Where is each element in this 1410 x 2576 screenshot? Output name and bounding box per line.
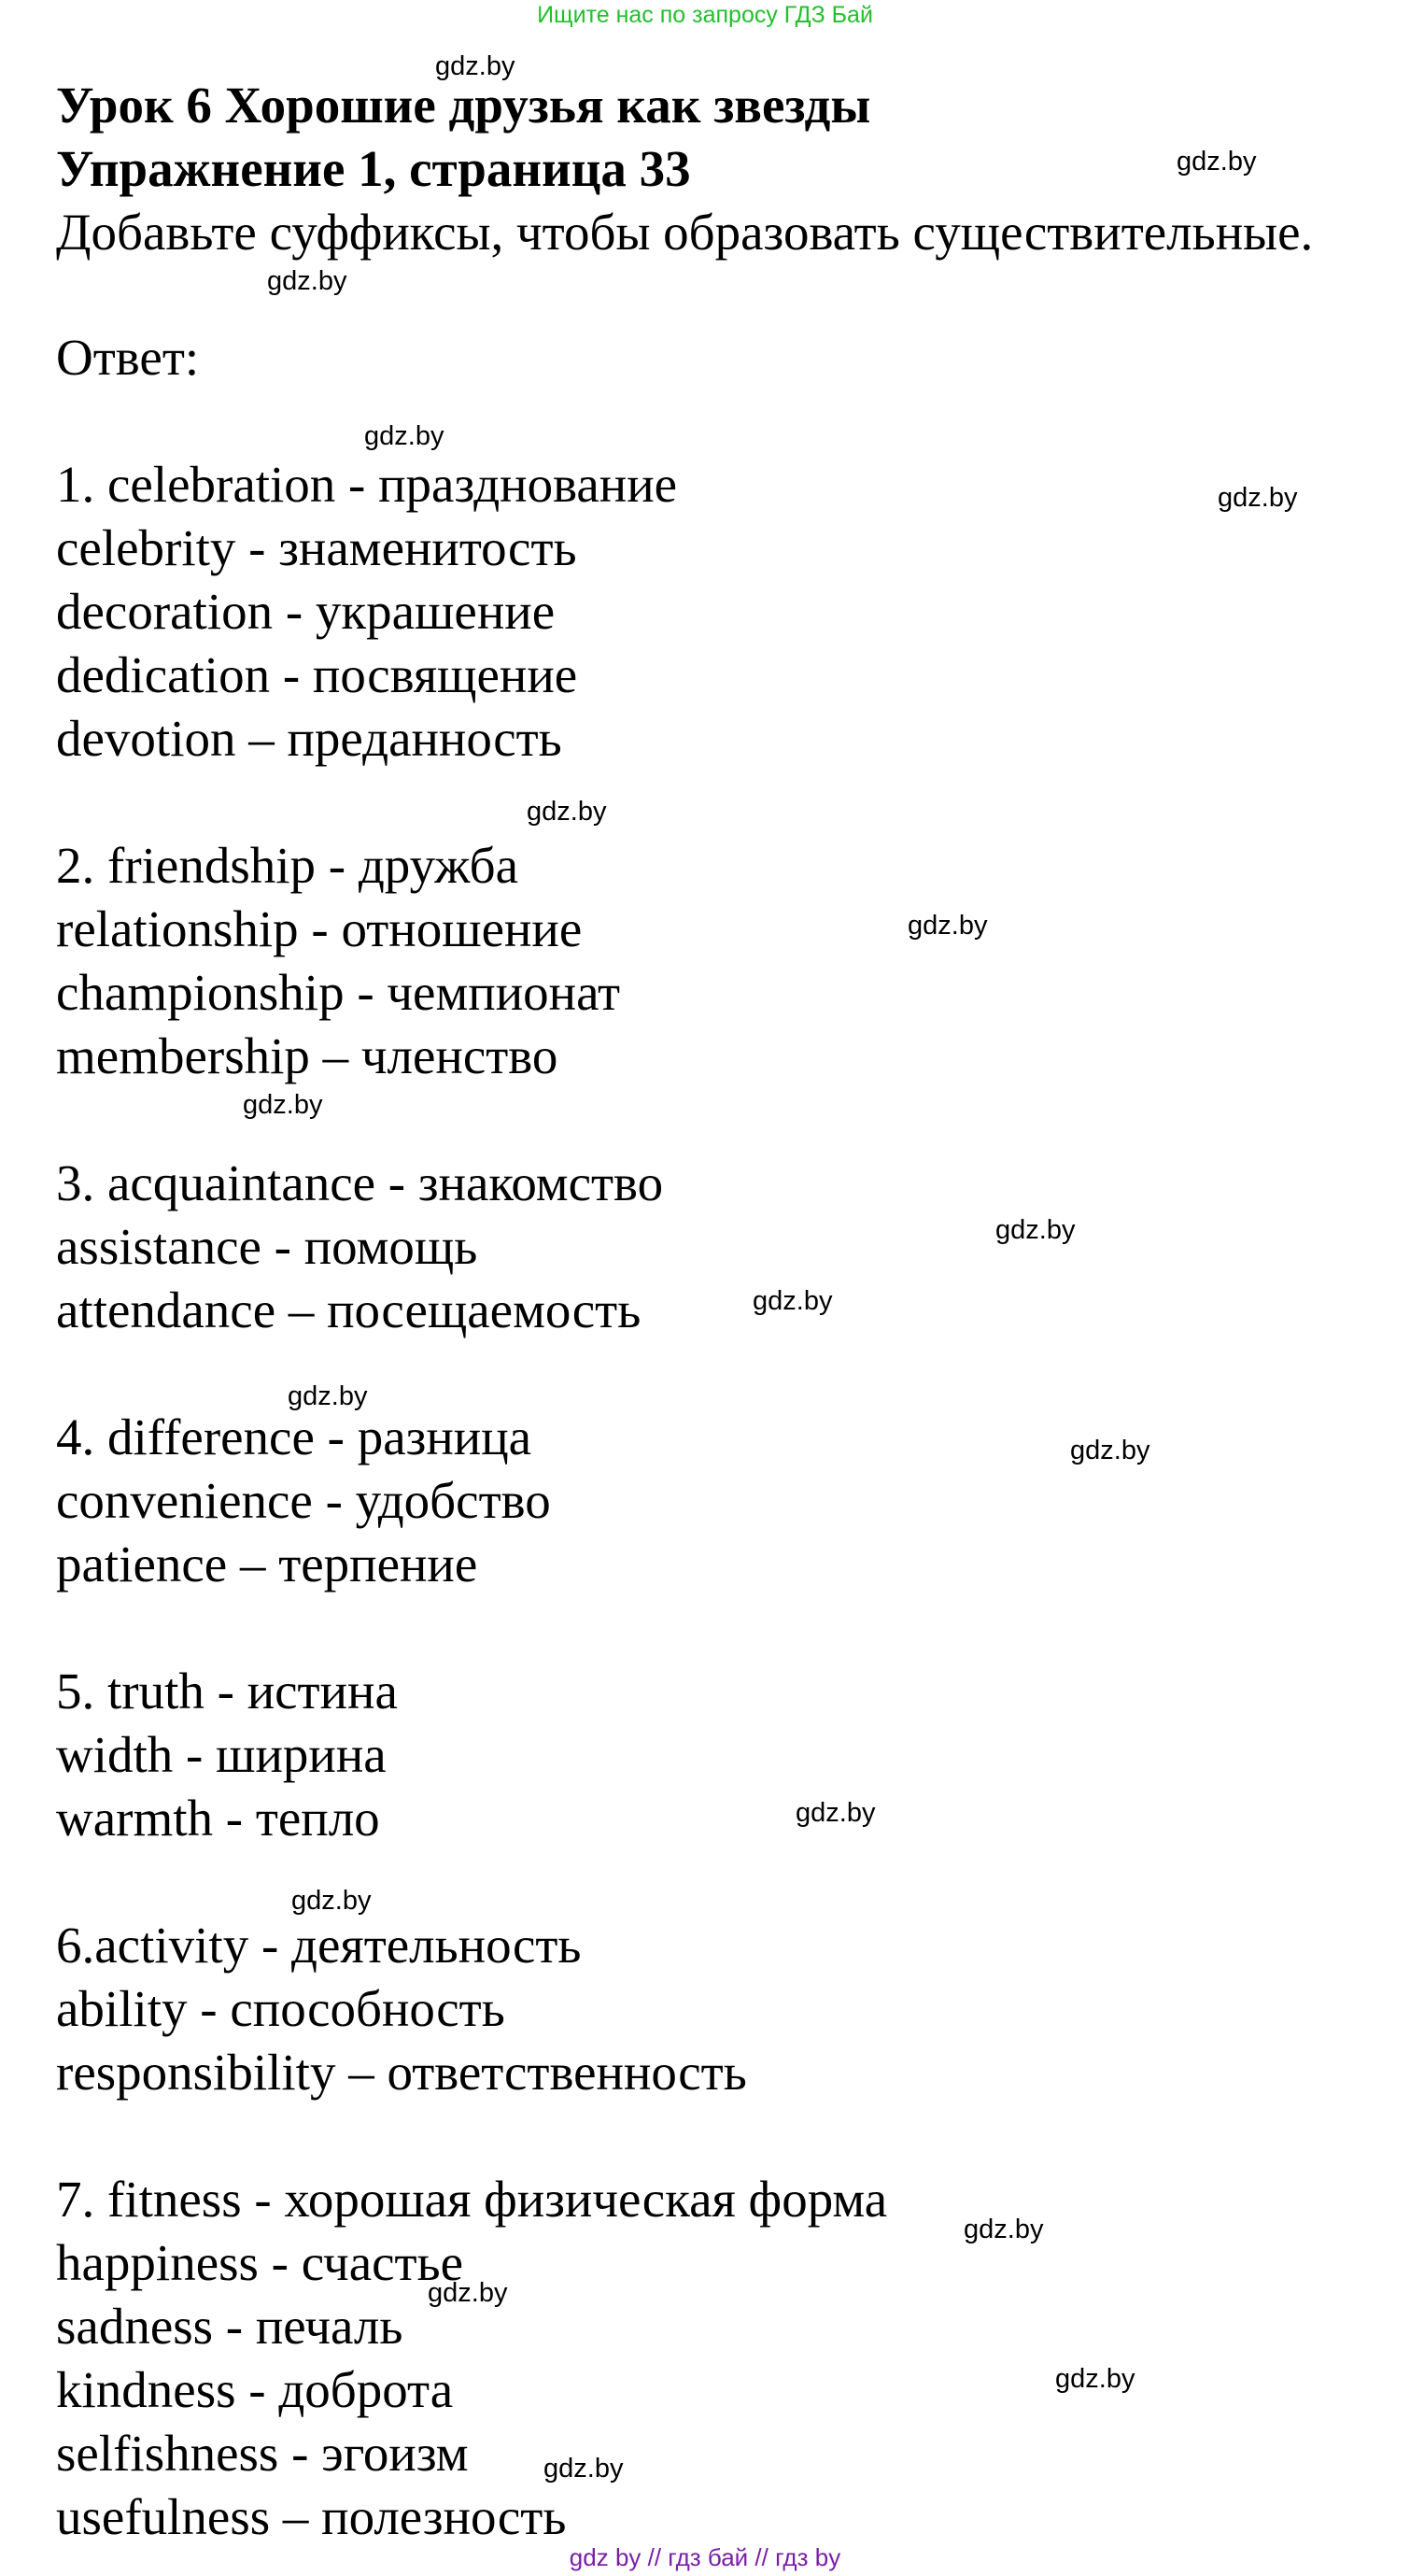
answer-line: 3. acquaintance - знакомство <box>56 1154 664 1211</box>
answer-line: selfishness - эгоизм <box>56 2425 469 2482</box>
answer-line: celebrity - знаменитость <box>56 519 577 576</box>
watermark: gdz.by <box>1177 147 1257 177</box>
answer-line: warmth - тепло <box>56 1790 380 1847</box>
watermark: gdz.by <box>543 2454 624 2484</box>
answer-line: patience – терпение <box>56 1536 478 1592</box>
answer-line: 1. celebration - празднование <box>56 456 678 513</box>
answer-line: convenience - удобство <box>56 1472 551 1529</box>
answer-line: 6.activity - деятельность <box>56 1917 582 1974</box>
watermark: gdz.by <box>753 1286 833 1316</box>
watermark: gdz.by <box>964 2215 1044 2244</box>
answer-line: sadness - печаль <box>56 2298 403 2355</box>
answer-line: decoration - украшение <box>56 583 556 640</box>
exercise-title: Упражнение 1, страница 33 <box>56 140 691 197</box>
watermark: gdz.by <box>796 1798 876 1828</box>
watermark: gdz.by <box>267 266 347 296</box>
watermark: gdz.by <box>364 421 444 451</box>
watermark: gdz.by <box>1218 483 1298 513</box>
answer-line: assistance - помощь <box>56 1218 478 1275</box>
answer-line: dedication - посвящение <box>56 646 578 703</box>
lesson-title: Урок 6 Хорошие друзья как звезды <box>56 77 871 134</box>
watermark: gdz.by <box>908 911 988 941</box>
watermark: gdz.by <box>288 1381 368 1411</box>
watermark: gdz.by <box>1070 1436 1150 1465</box>
watermark: gdz.by <box>428 2278 508 2308</box>
watermark: gdz.by <box>243 1090 323 1120</box>
answer-line: 4. difference - разница <box>56 1408 532 1465</box>
watermark: gdz.by <box>527 797 607 827</box>
watermark: gdz.by <box>291 1886 372 1916</box>
answer-line: 7. fitness - хорошая физическая форма <box>56 2171 888 2228</box>
answer-line: usefulness – полезность <box>56 2488 567 2545</box>
answer-line: 2. friendship - дружба <box>56 837 519 894</box>
answer-line: happiness - счастье <box>56 2234 464 2291</box>
answer-line: responsibility – ответственность <box>56 2044 747 2101</box>
answer-line: devotion – преданность <box>56 710 562 767</box>
answer-line: championship - чемпионат <box>56 964 621 1021</box>
answer-line: attendance – посещаемость <box>56 1281 642 1338</box>
watermark: gdz.by <box>435 51 515 81</box>
footer: gdz by // гдз бай // гдз by <box>569 2543 841 2571</box>
answer-line: kindness - доброта <box>56 2361 454 2418</box>
answer-line: relationship - отношение <box>56 900 583 957</box>
answer-line: membership – членство <box>56 1027 558 1084</box>
watermark: gdz.by <box>995 1215 1076 1245</box>
watermark: gdz.by <box>1055 2364 1135 2394</box>
top-banner: Ищите нас по запросу ГДЗ Бай <box>537 2 873 28</box>
answer-line: 5. truth - истина <box>56 1663 398 1720</box>
answer-label: Ответ: <box>56 329 200 386</box>
answer-line: ability - способность <box>56 1980 505 2037</box>
answer-line: width - ширина <box>56 1726 387 1783</box>
instruction: Добавьте суффиксы, чтобы образовать существительные. <box>56 204 1314 261</box>
